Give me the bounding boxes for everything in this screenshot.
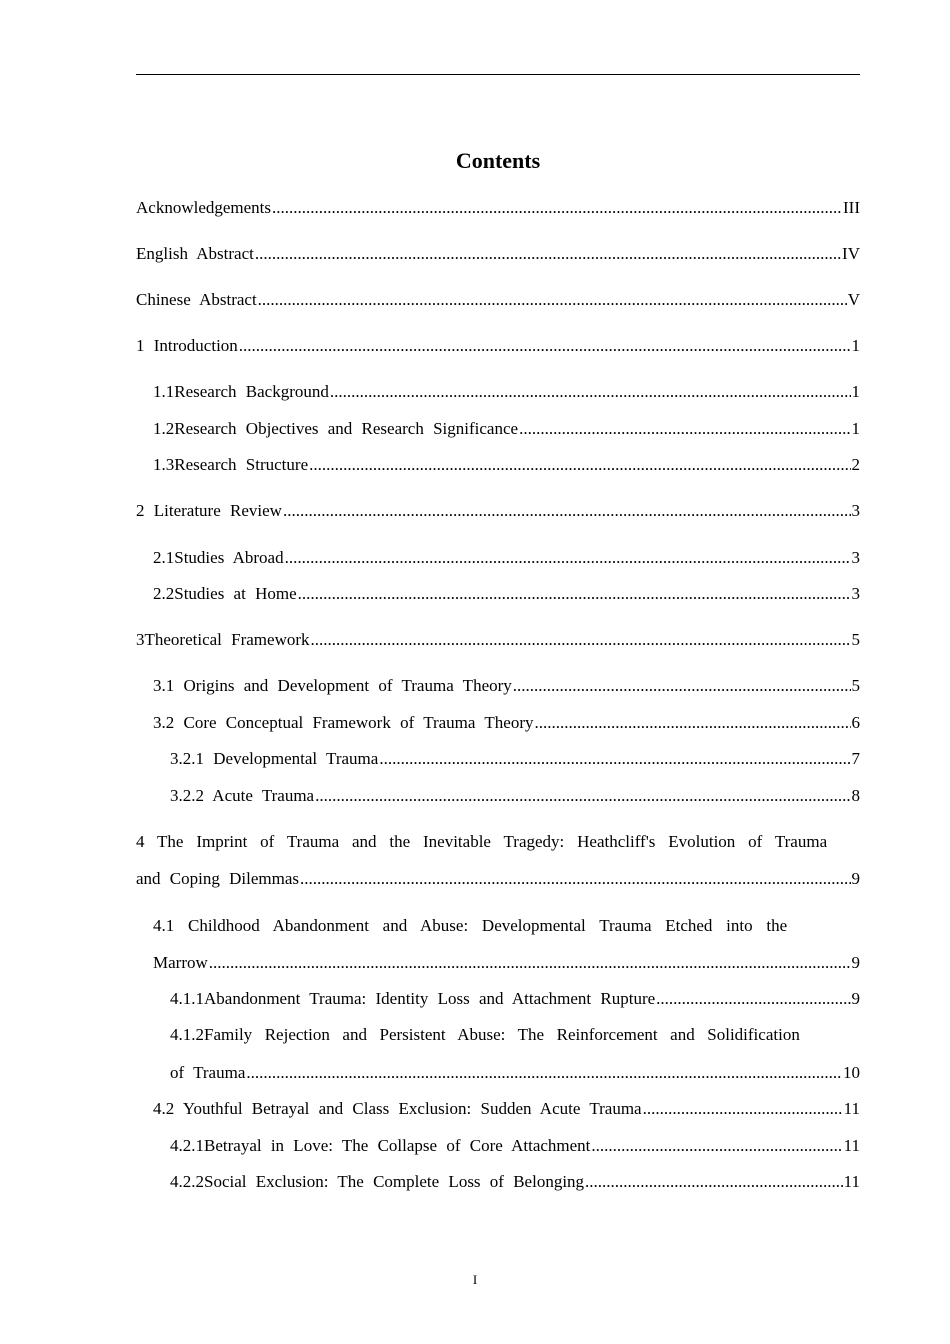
toc-entry[interactable]	[153, 418, 860, 440]
dot-leader	[258, 289, 847, 311]
header-rule	[136, 74, 860, 75]
dot-leader	[315, 785, 850, 807]
toc-entry-page: 6	[851, 713, 860, 732]
toc-entry-label: 4.2.1Betrayal in Love: The Collapse of Core Attachment	[170, 1136, 591, 1155]
page-number: I	[472, 1272, 478, 1287]
toc-entry-page: 3	[851, 584, 860, 603]
toc-entry[interactable]	[153, 381, 860, 403]
toc-entry-page: 11	[843, 1136, 860, 1155]
toc-entry[interactable]	[153, 712, 860, 734]
toc-entry-page: 1	[851, 382, 860, 401]
dot-leader	[591, 1135, 842, 1157]
toc-entry-label: 4.1.1Abandonment Trauma: Identity Loss and Attachment Rupture	[170, 989, 656, 1008]
toc-entry-label: 3.2.1 Developmental Trauma	[170, 749, 379, 768]
dot-leader	[298, 583, 851, 605]
toc-entry-page: 9	[851, 989, 860, 1008]
toc-entry[interactable]	[153, 583, 860, 605]
toc-entry[interactable]	[136, 289, 860, 311]
toc-entry[interactable]	[153, 675, 860, 697]
toc-entry-page: 3	[851, 501, 860, 520]
dot-leader	[585, 1171, 843, 1193]
toc-entry[interactable]	[170, 748, 860, 770]
toc-entry[interactable]	[136, 629, 860, 651]
toc-entry-label-line1: 4 The Imprint of Trauma and the Inevitable Tragedy: Heathcliff's Evolution of Trauma	[136, 832, 828, 851]
toc-entry-label: 3Theoretical Framework	[136, 630, 310, 649]
toc-entry-page: 5	[851, 630, 860, 649]
toc-entry-label: Chinese Abstract	[136, 290, 257, 309]
toc-entry-label: and Coping Dilemmas	[136, 869, 299, 888]
toc-entry-label: Marrow	[153, 953, 208, 972]
toc-entry-page: 10	[843, 1063, 860, 1082]
toc-entry[interactable]	[170, 1171, 860, 1193]
dot-leader	[209, 952, 851, 974]
dot-leader	[330, 381, 851, 403]
toc-entry[interactable]	[136, 197, 860, 219]
toc-entry[interactable]	[153, 952, 860, 974]
toc-entry-label: 1 Introduction	[136, 336, 238, 355]
toc-entry-label: 3.2 Core Conceptual Framework of Trauma Theory	[153, 713, 534, 732]
dot-leader	[311, 629, 851, 651]
page-title: Contents	[455, 148, 541, 173]
toc-entry-page: 2	[851, 455, 860, 474]
toc-entry-label-line1: 4.1.2Family Rejection and Persistent Abuse: The Reinforcement and Solidification	[170, 1025, 800, 1044]
toc-entry-label: Acknowledgements	[136, 198, 272, 217]
dot-leader	[239, 335, 851, 357]
dot-leader	[255, 243, 841, 265]
dot-leader	[300, 868, 851, 890]
toc-entry-page: 7	[851, 749, 860, 768]
toc-entry-label: 2.2Studies at Home	[153, 584, 297, 603]
toc-entry-page: 1	[851, 336, 860, 355]
toc-entry-page: IV	[842, 244, 860, 263]
dot-leader	[283, 500, 851, 522]
toc-entry-label: 1.1Research Background	[153, 382, 329, 401]
toc-entry[interactable]	[170, 1135, 860, 1157]
toc-entry[interactable]	[153, 454, 860, 476]
toc-entry[interactable]	[136, 500, 860, 522]
dot-leader	[643, 1098, 843, 1120]
toc-entry[interactable]	[136, 868, 860, 890]
toc-entry-page: 11	[843, 1172, 860, 1191]
toc-entry-page: 9	[851, 953, 860, 972]
toc-entry-page: 1	[851, 419, 860, 438]
toc-entry-page: 9	[851, 869, 860, 888]
toc-entry-page: 3	[851, 548, 860, 567]
dot-leader	[272, 197, 842, 219]
dot-leader	[246, 1062, 842, 1084]
dot-leader	[534, 712, 850, 734]
toc-entry-label: 2.1Studies Abroad	[153, 548, 284, 567]
dot-leader	[513, 675, 851, 697]
toc-entry[interactable]	[136, 335, 860, 357]
toc-entry-label: 4.2.2Social Exclusion: The Complete Loss of Belonging	[170, 1172, 585, 1191]
toc-entry-page: III	[843, 198, 860, 217]
toc-entry-label: 1.3Research Structure	[153, 455, 309, 474]
toc-entry[interactable]	[153, 1098, 860, 1120]
toc-entry[interactable]	[153, 547, 860, 569]
toc-entry-label-line1: 4.1 Childhood Abandonment and Abuse: Developmental Trauma Etched into the	[153, 916, 788, 935]
toc-entry-label: 4.2 Youthful Betrayal and Class Exclusion: Sudden Acute Trauma	[153, 1099, 642, 1118]
toc-entry[interactable]	[170, 785, 860, 807]
dot-leader	[309, 454, 850, 476]
toc-entry[interactable]	[136, 243, 860, 265]
dot-leader	[285, 547, 851, 569]
toc-entry-page: 5	[851, 676, 860, 695]
dot-leader	[656, 988, 850, 1010]
toc-entry-page: 8	[851, 786, 860, 805]
toc-entry-label: 1.2Research Objectives and Research Significance	[153, 419, 519, 438]
toc-entry-page: V	[847, 290, 860, 309]
toc-entry-label: 3.1 Origins and Development of Trauma Theory	[153, 676, 512, 695]
dot-leader	[519, 418, 850, 440]
toc-entry[interactable]	[170, 988, 860, 1010]
toc-entry-label: 2 Literature Review	[136, 501, 282, 520]
toc-entry-label: English Abstract	[136, 244, 254, 263]
toc-entry[interactable]	[170, 1062, 860, 1084]
toc-entry-page: 11	[843, 1099, 860, 1118]
dot-leader	[379, 748, 850, 770]
toc-entry-label: 3.2.2 Acute Trauma	[170, 786, 315, 805]
toc-entry-label: of Trauma	[170, 1063, 246, 1082]
